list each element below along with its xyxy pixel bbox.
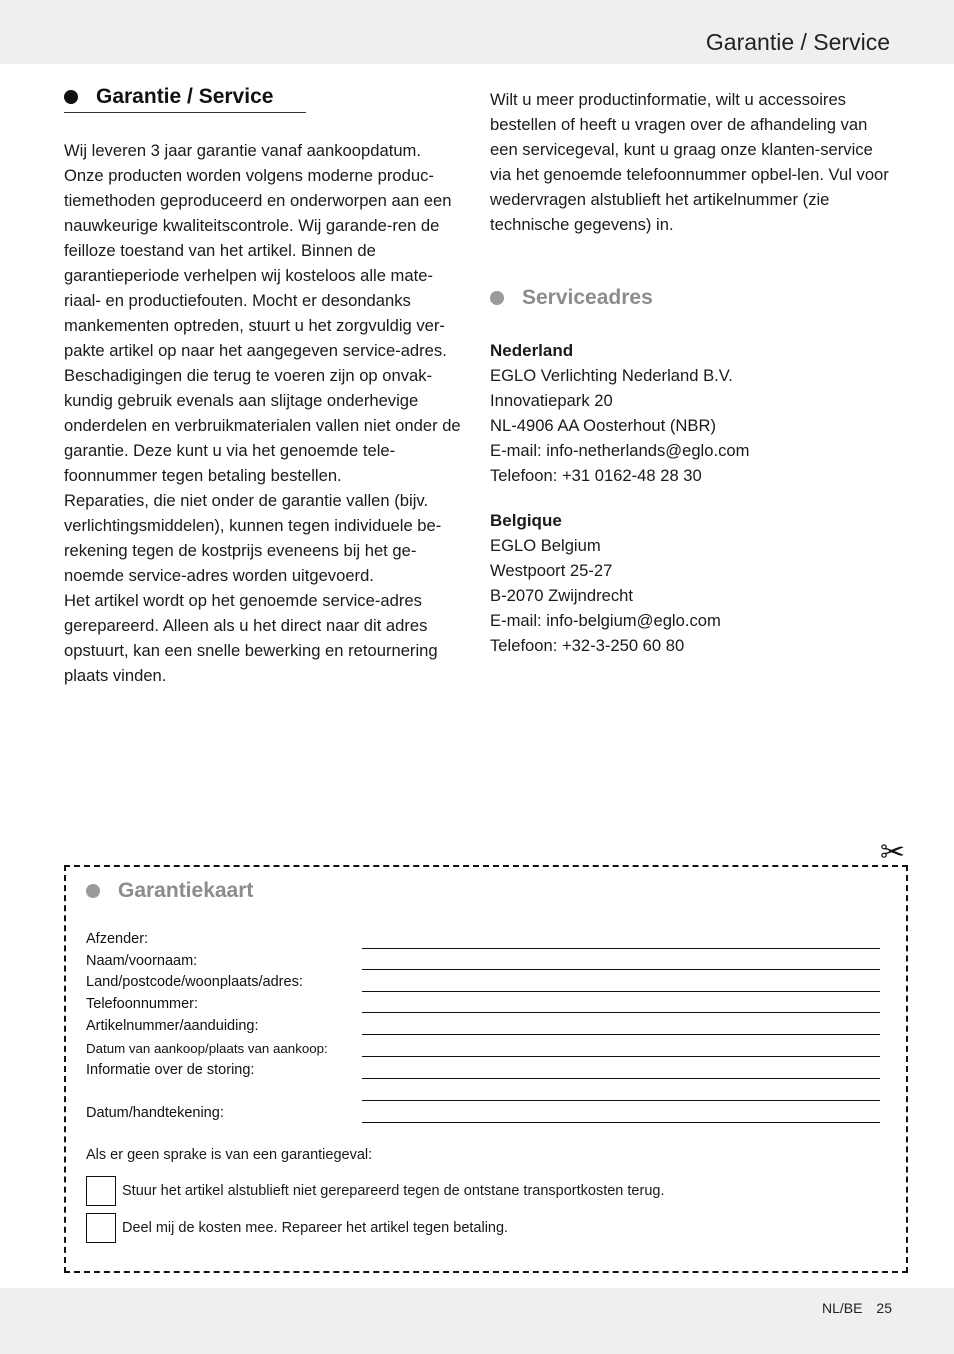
nl-street: Innovatiepark 20 (490, 391, 613, 410)
bullet-icon (86, 884, 100, 898)
field-label-signature: Datum/handtekening: (86, 1105, 224, 1121)
checkbox[interactable] (86, 1213, 116, 1243)
field-label-phone: Telefoonnummer: (86, 996, 199, 1012)
option-return-unrepaired[interactable] (86, 1176, 664, 1206)
scissors-icon: ✂ (880, 836, 906, 869)
bullet-icon (490, 291, 504, 305)
field-line-name[interactable] (362, 969, 880, 970)
footer-locale: NL/BE (821, 1300, 863, 1316)
page-number: 25 (876, 1300, 892, 1316)
footer-band (0, 1288, 954, 1354)
warranty-paragraph: Reparaties, die niet onder de garantie vallen (bijv. verlichtingsmiddelen), kunnen tegen individuele be-rekening tegen de kostprijs eveneens bij het ge-noemde service-adres worden uitgevoerd. (64, 491, 442, 585)
warranty-card-heading (86, 879, 253, 903)
warranty-heading-text: Garantie / Service (96, 85, 274, 108)
service-intro: Wilt u meer productinformatie, wilt u accessoires bestellen of heeft u vragen over de afhandeling van een servicegeval, kunt u graag onze klanten-service via het genoemde telefoonnummer opbel-len. Vul voor wedervragen alstublieft het artikelnummer (zie technische gegevens) in. (490, 90, 889, 234)
no-warranty-note: Als er geen sprake is van een garantiegeval: (86, 1147, 373, 1163)
right-column (490, 87, 890, 658)
field-line-fault-extra[interactable] (362, 1100, 880, 1101)
option-return-unrepaired-label: Stuur het artikel alstublieft niet gerepareerd tegen de ontstane transportkosten terug. (122, 1183, 665, 1199)
nl-phone: Telefoon: +31 0162-48 28 30 (490, 466, 702, 485)
be-city: B-2070 Zwijndrecht (490, 586, 633, 605)
nl-email: E-mail: info-netherlands@eglo.com (490, 441, 750, 460)
service-address-heading (490, 286, 890, 310)
field-label-purchase: Datum van aankoop/plaats van aankoop: (86, 1041, 328, 1056)
page-title: Garantie / Service (705, 29, 890, 55)
field-line-sender[interactable] (362, 948, 880, 949)
country-be: Belgique (490, 511, 562, 530)
warranty-body (64, 138, 464, 688)
warranty-paragraph: Beschadigingen die terug te voeren zijn op onvak-kundig gebruik evenals aan slijtage onderhevige onderdelen en verbruikmaterialen vallen niet onder de garantie. Deze kunt u via het genoemde tele-foonnummer tegen betaling bestellen. (64, 366, 461, 485)
warranty-card-title: Garantiekaart (118, 879, 254, 902)
warranty-heading (64, 85, 306, 113)
left-column (64, 85, 464, 688)
service-address-heading-text: Serviceadres (522, 286, 653, 309)
field-line-purchase[interactable] (362, 1056, 880, 1057)
be-street: Westpoort 25-27 (490, 561, 613, 580)
warranty-card (64, 865, 908, 1273)
warranty-paragraph: Het artikel wordt op het genoemde service-adres gerepareerd. Alleen als u het direct naar dit adres opstuurt, kan een snelle bewerking en retournering plaats vinden. (64, 591, 438, 685)
checkbox[interactable] (86, 1176, 116, 1206)
warranty-paragraph: Wij leveren 3 jaar garantie vanaf aankoopdatum. Onze producten worden volgens moderne produc-tiemethoden geproduceerd en onderworpen aan een nauwkeurige kwaliteitscontrole. Wij garande-ren de feilloze toestand van het artikel. Binnen de garantieperiode verhelpen wij kosteloos alle mate-riaal- en productiefouten. Mocht er desondanks mankementen optreden, stuurt u het zorgvuldig ver-pakte artikel op naar het aangegeven service-adres. (64, 141, 452, 360)
field-line-address[interactable] (362, 991, 880, 992)
option-repair-paid-label: Deel mij de kosten mee. Repareer het artikel tegen betaling. (122, 1220, 509, 1236)
field-label-fault: Informatie over de storing: (86, 1062, 255, 1078)
nl-company: EGLO Verlichting Nederland B.V. (490, 366, 733, 385)
option-repair-paid[interactable] (86, 1213, 508, 1243)
field-line-signature[interactable] (362, 1122, 880, 1123)
be-phone: Telefoon: +32-3-250 60 80 (490, 636, 685, 655)
nl-city: NL-4906 AA Oosterhout (NBR) (490, 416, 716, 435)
field-line-article[interactable] (362, 1034, 880, 1035)
be-company: EGLO Belgium (490, 536, 601, 555)
field-label-address: Land/postcode/woonplaats/adres: (86, 974, 303, 990)
field-label-article: Artikelnummer/aanduiding: (86, 1018, 259, 1034)
field-line-fault[interactable] (362, 1078, 880, 1079)
field-label-name: Naam/voornaam: (86, 953, 198, 969)
country-nl: Nederland (490, 341, 574, 360)
field-line-phone[interactable] (362, 1012, 880, 1013)
bullet-icon (64, 90, 78, 104)
be-email: E-mail: info-belgium@eglo.com (490, 611, 721, 630)
footer (808, 1300, 892, 1316)
field-label-sender: Afzender: (86, 931, 149, 947)
